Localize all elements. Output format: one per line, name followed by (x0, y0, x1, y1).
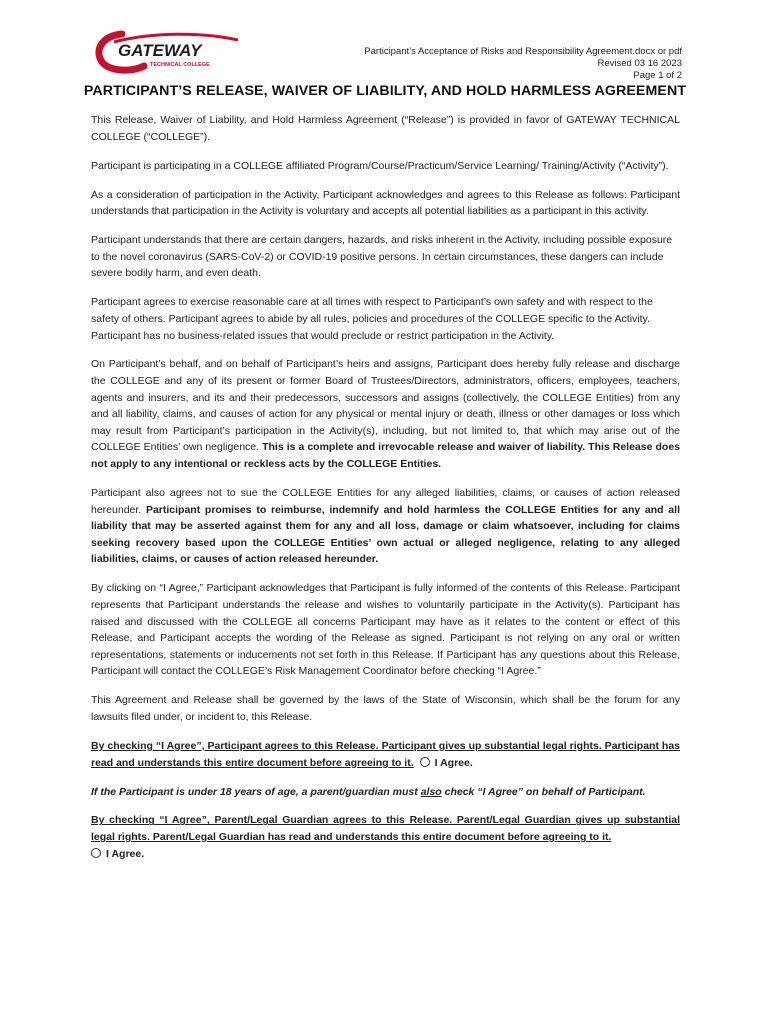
paragraph-7 (91, 485, 680, 568)
minor-notice-b: check “I Agree” on behalf of Participant. (441, 785, 646, 798)
document-title: PARTICIPANT’S RELEASE, WAIVER OF LIABILITY, AND HOLD HARMLESS AGREEMENT (83, 83, 687, 99)
logo-text: GATEWAY (118, 41, 202, 60)
paragraph-6 (91, 356, 680, 472)
paragraph-2: Participant is participating in a COLLEGE affiliated Program/Course/Practicum/Service Learning/ Training/Activity (“Activity”). (91, 159, 669, 172)
guardian-agreement (91, 812, 680, 862)
document-meta (364, 46, 682, 82)
paragraph-5: Participant agrees to exercise reasonable care at all times with respect to Participant’s own safety and with respect to the safety of others. Participant agrees to abide by all rules, policies and procedures of the COLLEGE specific to the Activity. Participant has no business-related issues that would preclude or restrict participation in the Activity. (91, 296, 653, 342)
paragraph-3: As a consideration of participation in the Activity, Participant acknowledges and agrees to this Release as follows: Participant understands that participation in the Activity is voluntary and accepts all potential liabilities as a participant in this activity. (91, 188, 680, 218)
participant-agree-label[interactable]: I Agree. (434, 756, 473, 769)
paragraph-6-bold: This is a complete and irrevocable release and waiver of liability. This Release does not apply to any intentional or reckless acts by the COLLEGE Entities. (91, 441, 680, 471)
guardian-agree-radio[interactable] (91, 848, 101, 858)
guardian-agree-label[interactable]: I Agree. (106, 847, 145, 860)
gateway-logo (92, 28, 242, 76)
doc-page-number: Page 1 of 2 (633, 70, 682, 81)
paragraph-4: Participant understands that there are certain dangers, hazards, and risks inherent in the Activity, including possible exposure to the novel coronavirus (SARS-CoV-2) or COVID-19 positive persons. In certain circumstances, these dangers can include severe bodily harm, and even death. (91, 234, 673, 280)
participant-agreement-text: By checking “I Agree”, Participant agrees to this Release. Participant gives up substantial legal rights. Participant has read and understands this entire document before agreeing to it. (91, 739, 680, 769)
doc-revised: Revised 03 16 2023 (597, 58, 682, 69)
doc-filename: Participant’s Acceptance of Risks and Responsibility Agreement.docx or pdf (364, 46, 682, 57)
paragraph-7-bold: Participant promises to reimburse, indemnify and hold harmless the COLLEGE Entities for any and all liability that may be asserted against them for any and all loss, damage or claim whatsoever, including for claims seeking recovery based upon the COLLEGE Entities’ own actual or alleged negligence, relating to any alleged liabilities, claims, or causes of action released hereunder. (91, 503, 680, 566)
paragraph-6-text: On Participant’s behalf, and on behalf of Participant’s heirs and assigns, Participant does hereby fully release and discharge the COLLEGE and any of its present or former Board of Trustees/Directors, administrators, officers, employees, teachers, agents and insurers, and its and their predecessors, successors and assigns (collectively, the COLLEGE Entities) from any and all liability, claims, and causes of action for any physical or mental injury or death, illness or other damages or loss which may result from Participant’s participation in the Activity(s), including, but not limited to, that which may arise out of the COLLEGE Entities’ own negligence. (91, 358, 680, 454)
paragraph-9: This Agreement and Release shall be governed by the laws of the State of Wisconsin, which shall be the forum for any lawsuits filed under, or incident to, this Release. (91, 694, 680, 723)
minor-notice-also: also (420, 785, 442, 798)
guardian-agreement-text: By checking “I Agree”, Parent/Legal Guardian agrees to this Release. Parent/Legal Guardian gives up substantial legal rights. Parent/Legal Guardian has read and understands this entire document before agreeing to it. (91, 814, 680, 844)
paragraph-1: This Release, Waiver of Liability, and Hold Harmless Agreement (“Release”) is provided in favor of GATEWAY TECHNICAL COLLEGE (“COLLEGE”). (91, 114, 680, 143)
participant-agree-radio[interactable] (420, 757, 430, 767)
paragraph-8: By clicking on “I Agree,” Participant acknowledges that Participant is fully informed of the contents of this Release. Participant represents that Participant understands the release and wishes to voluntarily participate in the Activity(s). Participant has raised and discussed with the COLLEGE all concerns Participant may have as it relates to the content or effect of this Release, and Participant accepts the wording of the Release as signed. Participant is not relying on any oral or written representations, statements or inducements not set forth in this Release. If Participant has any questions about this Release, Participant will contact the COLLEGE’s Risk Management Coordinator before checking “I Agree.” (91, 582, 680, 678)
minor-notice (91, 784, 680, 801)
paragraph-7-text: Participant also agrees not to sue the COLLEGE Entities for any alleged liabilities, claims, or causes of action released hereunder. (91, 487, 680, 516)
document-body (91, 112, 680, 875)
logo-subtext: TECHNICAL COLLEGE (150, 62, 210, 68)
minor-notice-a: If the Participant is under 18 years of age, a parent/guardian must (91, 785, 421, 798)
participant-agreement (91, 738, 680, 771)
